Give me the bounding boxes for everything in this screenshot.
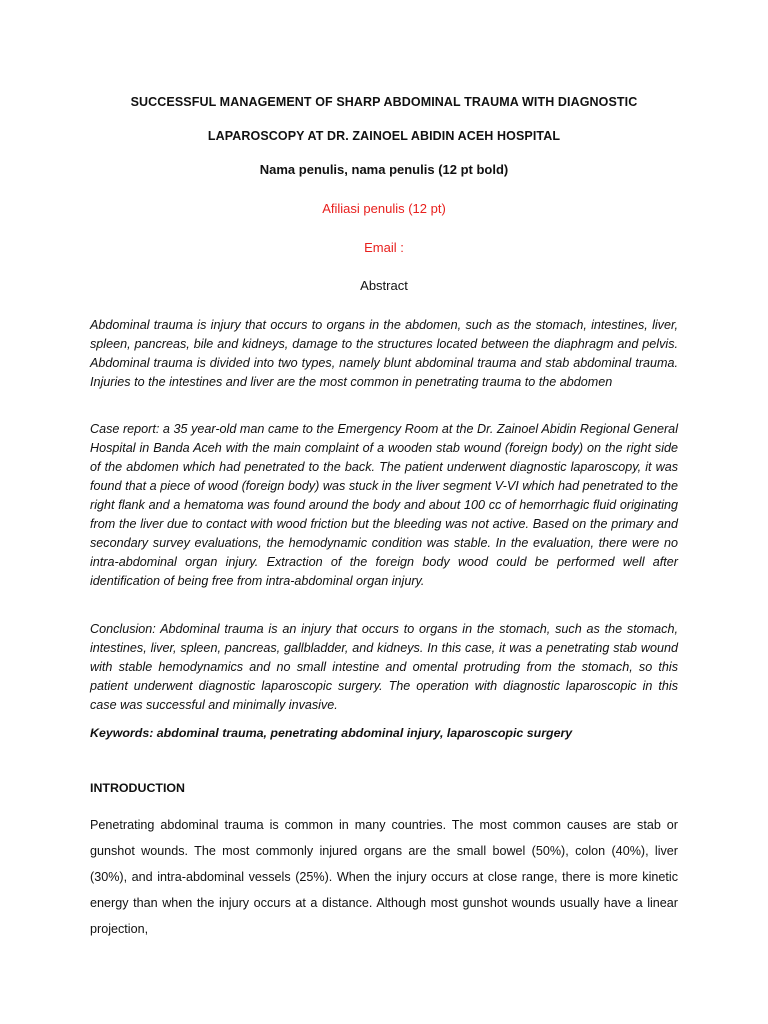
paper-title-line-1: SUCCESSFUL MANAGEMENT OF SHARP ABDOMINAL TRAUMA WITH DIAGNOSTIC <box>130 95 638 109</box>
author-names: Nama penulis, nama penulis (12 pt bold) <box>259 162 509 177</box>
author-affiliation: Afiliasi penulis (12 pt) <box>322 201 446 216</box>
keywords: Keywords: abdominal trauma, penetrating abdominal injury, laparoscopic surgery <box>90 726 573 740</box>
introduction-heading: INTRODUCTION <box>90 781 185 795</box>
paper-title <box>90 94 678 145</box>
abstract-paragraph-1: Abdominal trauma is injury that occurs to organs in the abdomen, such as the stomach, intestines, liver, spleen, pancreas, bile and kidneys, damage to the structures located between the diaphragm and pelvis. Abdominal trauma is divided into two types, namely blunt abdominal trauma and stab abdominal trauma. Injuries to the intestines and liver are the most common in penetrating trauma to the abdomen <box>90 318 678 389</box>
abstract-paragraph-conclusion: Conclusion: Abdominal trauma is an injury that occurs to organs in the stomach, such as the stomach, intestines, liver, spleen, pancreas, gallbladder, and kidneys. In this case, it was a penetrating stab wound with stable hemodynamics and no small intestine and omental protruding from the stomach, so this patient underwent diagnostic laparoscopic surgery. The operation with diagnostic laparoscopic in this case was successful and minimally invasive. <box>90 622 678 712</box>
abstract-paragraph-case-report: Case report: a 35 year-old man came to the Emergency Room at the Dr. Zainoel Abidin Regional General Hospital in Banda Aceh with the main complaint of a wooden stab wound (foreign body) on the right side of the abdomen which had penetrated to the back. The patient underwent diagnostic laparoscopy, it was found that a piece of wood (foreign body) was stuck in the liver segment V-VI which had penetrated to the right flank and a hematoma was found around the body and about 100 cc of hemorrhagic fluid originating from the liver due to contact with wood friction but the bleeding was not active. Based on the primary and secondary survey evaluations, the hemodynamic condition was stable. In the evaluation, there were no intra-abdominal organ injury. Extraction of the foreign body wood could be performed well after identification of being free from intra-abdominal organ injury. <box>90 422 678 588</box>
abstract-heading: Abstract <box>360 278 408 293</box>
introduction-paragraph: Penetrating abdominal trauma is common in many countries. The most common causes are stab or gunshot wounds. The most commonly injured organs are the small bowel (50%), colon (40%), liver (30%), and intra-abdominal vessels (25%). When the injury occurs at close range, there is more kinetic energy than when the injury occurs at a distance. Although most gunshot wounds usually have a linear projection, <box>90 818 678 936</box>
paper-title-line-2: LAPAROSCOPY AT DR. ZAINOEL ABIDIN ACEH HOSPITAL <box>207 129 561 143</box>
author-email: Email : <box>364 240 404 255</box>
